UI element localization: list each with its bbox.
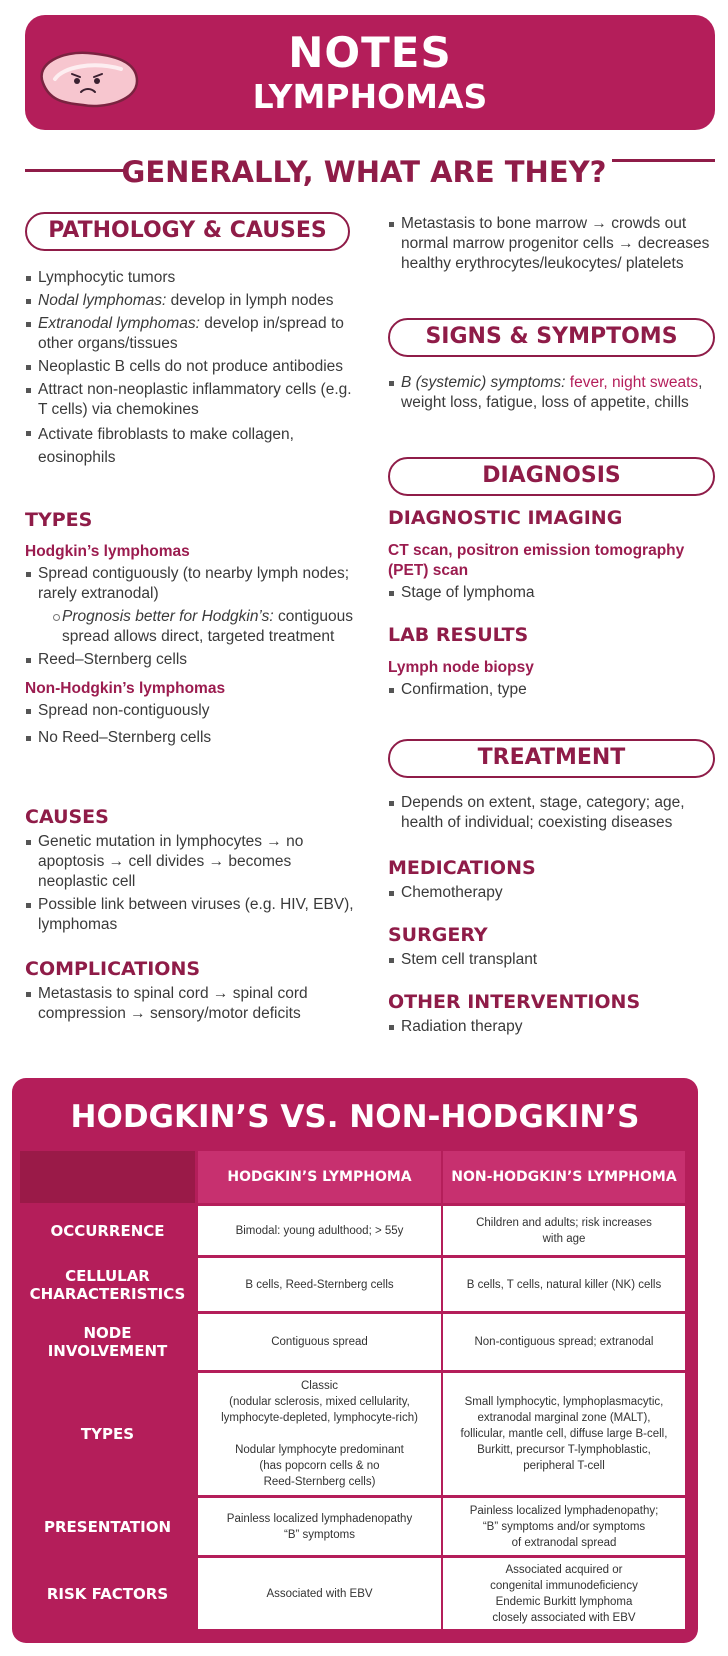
imaging-list — [388, 583, 718, 603]
lab-subheading: Lymph node biopsy — [388, 659, 534, 676]
table-cell: Children and adults; risk increases with age — [443, 1206, 685, 1255]
list-item: Spread contiguously (to nearby lymph nodes; rarely extranodal) — [25, 564, 355, 604]
treatment-section — [388, 793, 718, 1040]
list-item: Extranodal lymphomas: develop in/spread to other organs/tissues — [25, 314, 355, 354]
list-item: Genetic mutation in lymphocytes → no apoptosis → cell divides → becomes neoplastic cell — [25, 832, 355, 892]
complications-heading: COMPLICATIONS — [25, 958, 201, 980]
types-heading: TYPES — [25, 509, 93, 531]
list-item: Chemotherapy — [388, 883, 718, 903]
list-item: Depends on extent, stage, category; age, health of individual; coexisting diseases — [388, 793, 718, 833]
row-label: RISK FACTORS — [20, 1558, 195, 1629]
diagnosis-heading: DIAGNOSIS — [388, 457, 715, 496]
comparison-title: HODGKIN’S VS. NON-HODGKIN’S — [70, 1099, 640, 1135]
page-subtitle: LYMPHOMAS — [252, 77, 488, 116]
comparison-table — [20, 1151, 686, 1632]
list-item: Stage of lymphoma — [388, 583, 718, 603]
row-label: OCCURRENCE — [20, 1206, 195, 1255]
lab-heading: LAB RESULTS — [388, 624, 529, 646]
list-item: Nodal lymphomas: develop in lymph nodes — [25, 291, 355, 311]
row-label: TYPES — [20, 1373, 195, 1495]
signs-list — [388, 373, 718, 413]
list-subitem: Prognosis better for Hodgkin’s: contiguous spread allows direct, targeted treatment — [25, 607, 355, 647]
list-item: No Reed–Sternberg cells — [25, 728, 355, 748]
table-row — [20, 1498, 686, 1555]
hodgkin-list — [25, 564, 355, 670]
table-corner-cell — [20, 1151, 195, 1203]
surgery-list — [388, 950, 718, 970]
list-item: Metastasis to bone marrow → crowds out normal marrow progenitor cells → decreases healthy erythrocytes/leukocytes/ platelets — [388, 214, 718, 274]
nonhodgkin-list — [25, 701, 355, 748]
column-header-nonhodgkin: NON-HODGKIN’S LYMPHOMA — [443, 1151, 685, 1203]
diagnosis-section — [388, 506, 718, 703]
table-cell: Small lymphocytic, lymphoplasmacytic, extranodal marginal zone (MALT), follicular, mantle cell, diffuse large B-cell, Burkitt, precursor T-lymphoblastic, peripheral T-cell — [443, 1373, 685, 1495]
causes-heading: CAUSES — [25, 806, 109, 828]
list-item: Lymphocytic tumors — [25, 268, 355, 288]
other-interventions-heading: OTHER INTERVENTIONS — [388, 991, 641, 1013]
table-cell: B cells, Reed-Sternberg cells — [198, 1258, 441, 1311]
table-cell: Associated with EBV — [198, 1558, 441, 1629]
complications-list — [25, 984, 355, 1024]
signs-heading: SIGNS & SYMPTOMS — [388, 318, 715, 357]
pathology-list — [25, 268, 355, 469]
row-label: PRESENTATION — [20, 1498, 195, 1555]
other-interventions-list — [388, 1017, 718, 1037]
section-heading: GENERALLY, WHAT ARE THEY? — [121, 155, 607, 189]
complications-section — [25, 957, 355, 1027]
page-title: NOTES — [288, 28, 452, 77]
table-row — [20, 1373, 686, 1495]
table-row — [20, 1314, 686, 1370]
table-cell: Contiguous spread — [198, 1314, 441, 1370]
column-header-hodgkin: HODGKIN’S LYMPHOMA — [198, 1151, 441, 1203]
medications-list — [388, 883, 718, 903]
nonhodgkin-subheading: Non-Hodgkin’s lymphomas — [25, 680, 226, 697]
surgery-heading: SURGERY — [388, 924, 488, 946]
imaging-heading: DIAGNOSTIC IMAGING — [388, 507, 623, 529]
list-item: Metastasis to spinal cord → spinal cord compression → sensory/motor deficits — [25, 984, 355, 1024]
pathology-heading: PATHOLOGY & CAUSES — [25, 212, 350, 251]
table-cell: Non-contiguous spread; extranodal — [443, 1314, 685, 1370]
medications-heading: MEDICATIONS — [388, 857, 536, 879]
table-row — [20, 1206, 686, 1255]
table-cell: Bimodal: young adulthood; > 55y — [198, 1206, 441, 1255]
table-cell: Classic (nodular sclerosis, mixed cellularity, lymphocyte-depleted, lymphocyte-rich) Nodular lymphocyte predominant (has popcorn cells & no Reed-Sternberg cells) — [198, 1373, 441, 1495]
row-label: CELLULAR CHARACTERISTICS — [20, 1258, 195, 1311]
table-header-row — [20, 1151, 686, 1203]
list-item: Attract non-neoplastic inflammatory cells (e.g. T cells) via chemokines — [25, 380, 355, 420]
treatment-heading: TREATMENT — [388, 739, 715, 778]
list-item: Confirmation, type — [388, 680, 718, 700]
table-row — [20, 1258, 686, 1311]
complications-continued — [388, 214, 718, 277]
list-item: Stem cell transplant — [388, 950, 718, 970]
list-item: Possible link between viruses (e.g. HIV, EBV), lymphomas — [25, 895, 355, 935]
list-item: Spread non-contiguously — [25, 701, 355, 721]
imaging-subheading: CT scan, positron emission tomography (PET) scan — [388, 542, 685, 579]
row-label: NODE INVOLVEMENT — [20, 1314, 195, 1370]
signs-section — [388, 373, 718, 416]
types-section — [25, 508, 355, 751]
header-banner — [25, 15, 715, 130]
list-item: Neoplastic B cells do not produce antibodies — [25, 357, 355, 377]
lab-list — [388, 680, 718, 700]
table-row — [20, 1558, 686, 1629]
list-item: Reed–Sternberg cells — [25, 650, 355, 670]
hodgkin-subheading: Hodgkin’s lymphomas — [25, 543, 190, 560]
list-item: Radiation therapy — [388, 1017, 718, 1037]
list-item: B (systemic) symptoms: fever, night sweats, weight loss, fatigue, loss of appetite, chills — [388, 373, 718, 413]
treatment-list — [388, 793, 718, 833]
list-item: Activate fibroblasts to make collagen, eosinophils — [25, 423, 355, 469]
table-cell: Painless localized lymphadenopathy “B” symptoms — [198, 1498, 441, 1555]
table-cell: B cells, T cells, natural killer (NK) cells — [443, 1258, 685, 1311]
table-cell: Painless localized lymphadenopathy; “B” symptoms and/or symptoms of extranodal spread — [443, 1498, 685, 1555]
causes-section — [25, 805, 355, 938]
table-cell: Associated acquired or congenital immunodeficiency Endemic Burkitt lymphoma closely associated with EBV — [443, 1558, 685, 1629]
causes-list — [25, 832, 355, 935]
pathology-list-container — [25, 268, 355, 472]
complications-list-continued — [388, 214, 718, 274]
